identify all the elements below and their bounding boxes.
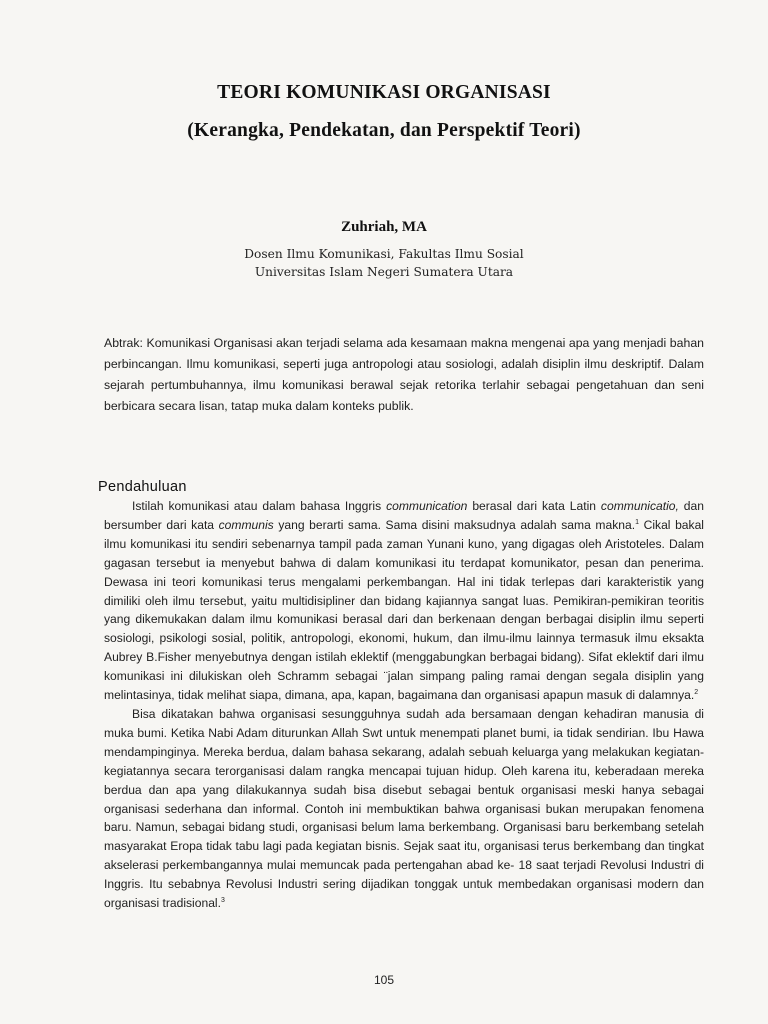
p2-text: Bisa dikatakan bahwa organisasi sesungguhnya sudah ada bersamaan dengan kehadiran manusia di muka bumi. Ketika Nabi Adam diturunkan Allah Swt untuk menempati planet bumi, ia tidak sendirian. Ibu Hawa mendampinginya. Mereka berdua, dalam bahasa sekarang, adalah sebuah keluarga yang melakukan kegiatan-kegiatannya secara terorganisasi dalam rangka mencapai tujuan hidup. Oleh karena itu, keberadaan mereka berdua dan apa yang dilakukannya sudah bisa disebut sebagai bentuk organisasi meski hanya sebagai organisasi sederhana dan informal. Contoh ini membuktikan bahwa organisasi bukan merupakan fenomena baru. Namun, sebagai bidang studi, organisasi belum lama berkembang. Organisasi baru berkembang setelah masyarakat Eropa tidak tabu lagi pada kegiatan bisnis. Sejak saat itu, organisasi terus berkembang dan tingkat akselerasi perkembangannya mulai memuncak pada pertengahan abad ke- 18 saat terjadi Revolusi Industri di Inggris. Itu sebabnya Revolusi Industri sering dijadikan tonggak untuk membedakan organisasi modern dan organisasi tradisional. [104,706,704,911]
author-name: Zuhriah, MA [341,219,427,235]
abstract: Abtrak: Komunikasi Organisasi akan terjadi selama ada kesamaan makna mengenai apa yang menjadi bahan perbincangan. Ilmu komunikasi, seperti juga antropologi atau sosiologi, adalah disiplin ilmu deskriptif. Dalam sejarah pertumbuhannya, ilmu komunikasi berawal sejak retorika terlahir sebagai pengetahuan dan seni berbicara secara lisan, tatap muka dalam konteks publik. [104,336,704,413]
paper-title: TEORI KOMUNIKASI ORGANISASI [217,82,551,103]
author-affiliation-line1: Dosen Ilmu Komunikasi, Fakultas Ilmu Sosial [244,247,524,261]
term-communis: communis [218,517,274,532]
paragraph-2 [104,705,704,913]
term-communicatio: communicatio, [600,499,679,513]
paper-subtitle: (Kerangka, Pendekatan, dan Perspektif Teori) [187,120,581,141]
term-communication: communication [386,499,468,513]
page-number: 105 [373,973,395,987]
footnote-ref-3: 3 [220,897,225,904]
footnote-ref-2: 2 [694,689,699,697]
p1-text-a: Istilah komunikasi atau dalam bahasa Inggris [132,499,387,513]
paragraph-1 [104,497,704,705]
p1-text-d: yang berarti sama. Sama disini maksudnya adalah sama makna. [273,517,636,532]
p1-text-e: Cikal bakal ilmu komunikasi itu sendiri sebenarnya tampil pada zaman Yunani kuno, yang digagas oleh Aristoteles. Dalam gagasan tersebut ia menyebut bahwa di dalam komunikasi itu terdapat komunikator, pesan dan penerima. Dewasa ini teori komunikasi terus mengalami perkembangan. Hal ini tidak terlepas dari karakteristik yang dimiliki oleh ilmu tersebut, yaitu multidisipliner dan bidang kajiannya sangat luas. Pemikiran-pemikiran teoritis yang dikemukakan dalam ilmu komunikasi berasal dari dan berkenaan dengan berbagai disiplin ilmu seperti sosiologi, psikologi sosial, politik, antropologi, ekonomi, hukum, dan ilmu-ilmu lainnya termasuk ilmu eksakta Aubrey B.Fisher menyebutnya dengan istilah eklektif (menggabungkan berbagai bidang). Sifat eklektif dari ilmu komunikasi ini dilukiskan oleh Schramm sebagai ¨jalan simpang paling ramai dengan segala disiplin yang melintasinya, tidak melihat siapa, dimana, apa, kapan, bagaimana dan organisasi apapun masuk di dalamnya. [104,517,704,703]
footnote-ref-1: 1 [635,518,639,526]
p1-text-b: berasal dari kata Latin [467,499,601,513]
p1-text-c: dan bersumber dari kata [104,499,704,532]
section-body [104,497,704,913]
section-heading: Pendahuluan [98,479,187,495]
author-affiliation-line2: Universitas Islam Negeri Sumatera Utara [254,265,514,279]
